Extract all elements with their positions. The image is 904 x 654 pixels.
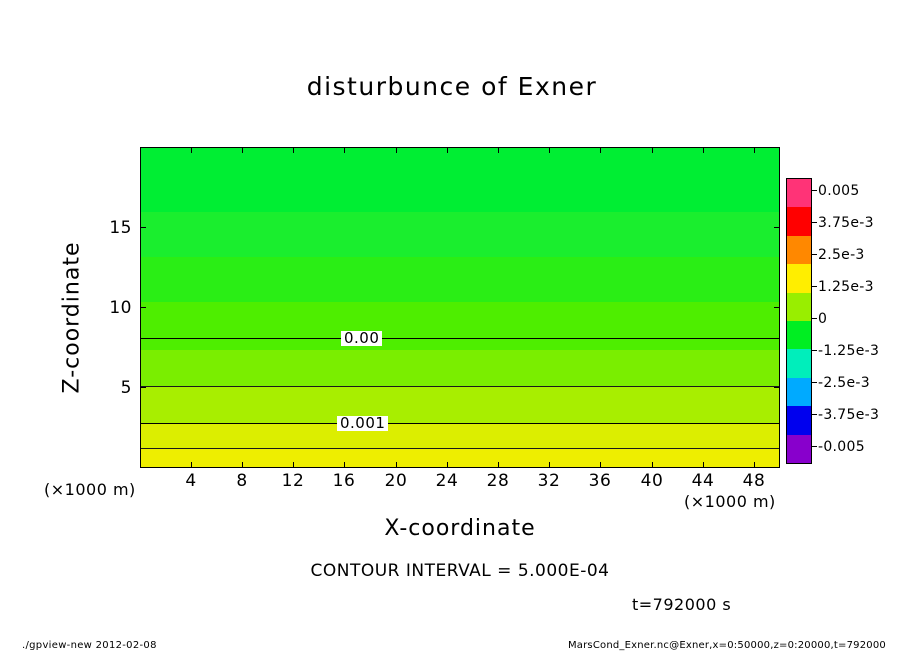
colorbar-tick bbox=[812, 382, 817, 383]
x-tick-mark bbox=[703, 147, 704, 153]
color-band bbox=[141, 350, 779, 387]
x-tick-label: 16 bbox=[332, 471, 356, 491]
colorbar-tick bbox=[812, 350, 817, 351]
y-tick-mark bbox=[140, 227, 146, 228]
x-tick-label: 48 bbox=[742, 471, 766, 491]
x-tick-label: 44 bbox=[691, 471, 715, 491]
contour-label-zero: 0.00 bbox=[341, 331, 382, 346]
contour-label-0001: 0.001 bbox=[337, 416, 388, 431]
y-tick-mark bbox=[774, 227, 780, 228]
x-tick-label: 12 bbox=[281, 471, 305, 491]
x-tick-mark bbox=[191, 147, 192, 153]
x-unit-right: (×1000 m) bbox=[684, 492, 776, 511]
x-tick-mark bbox=[396, 147, 397, 153]
x-tick-label: 20 bbox=[384, 471, 408, 491]
colorbar-label: 1.25e-3 bbox=[818, 279, 874, 295]
x-tick-label: 8 bbox=[236, 471, 248, 491]
x-tick-mark bbox=[344, 147, 345, 153]
contour-interval-note: CONTOUR INTERVAL = 5.000E-04 bbox=[310, 561, 610, 581]
x-tick-label: 28 bbox=[486, 471, 510, 491]
colorbar-label: 3.75e-3 bbox=[818, 215, 874, 231]
x-tick-mark bbox=[344, 462, 345, 468]
colorbar bbox=[786, 178, 812, 464]
x-tick-label: 32 bbox=[537, 471, 561, 491]
x-tick-mark bbox=[293, 147, 294, 153]
colorbar-tick bbox=[812, 222, 817, 223]
colorbar-cell bbox=[787, 264, 811, 292]
x-tick-mark bbox=[447, 147, 448, 153]
contour-line-thin-low bbox=[141, 448, 779, 449]
colorbar-label: -3.75e-3 bbox=[818, 407, 880, 423]
x-tick-mark bbox=[600, 462, 601, 468]
colorbar-tick bbox=[812, 446, 817, 447]
color-band bbox=[141, 449, 779, 467]
y-tick-label: 15 bbox=[109, 218, 132, 238]
x-tick-mark bbox=[498, 462, 499, 468]
x-tick-label: 4 bbox=[185, 471, 197, 491]
contour-line-0001 bbox=[141, 423, 779, 424]
y-tick-label: 5 bbox=[120, 378, 132, 398]
y-tick-mark bbox=[140, 307, 146, 308]
colorbar-tick bbox=[812, 286, 817, 287]
footer-right-text: MarsCond_Exner.nc@Exner,x=0:50000,z=0:20000,t=792000 bbox=[567, 640, 886, 651]
x-unit-left: (×1000 m) bbox=[44, 480, 136, 499]
y-tick-mark bbox=[140, 387, 146, 388]
y-axis-label: Z-coordinate bbox=[59, 241, 85, 394]
colorbar-cell bbox=[787, 378, 811, 406]
x-tick-mark bbox=[754, 147, 755, 153]
y-tick-mark bbox=[774, 307, 780, 308]
colorbar-label: -1.25e-3 bbox=[818, 343, 880, 359]
x-tick-mark bbox=[242, 147, 243, 153]
y-tick-label: 10 bbox=[109, 298, 132, 318]
color-band bbox=[141, 302, 779, 350]
footer-left-text: ./gpview-new 2012-02-08 bbox=[22, 640, 157, 651]
x-tick-mark bbox=[600, 147, 601, 153]
color-band bbox=[141, 212, 779, 257]
color-band bbox=[141, 147, 779, 212]
x-tick-label: 40 bbox=[640, 471, 664, 491]
colorbar-cell bbox=[787, 236, 811, 264]
colorbar-cell bbox=[787, 207, 811, 235]
colorbar-tick bbox=[812, 190, 817, 191]
colorbar-cell bbox=[787, 406, 811, 434]
x-tick-mark bbox=[242, 462, 243, 468]
colorbar-label: -2.5e-3 bbox=[818, 375, 870, 391]
colorbar-cell bbox=[787, 349, 811, 377]
colorbar-label: 2.5e-3 bbox=[818, 247, 865, 263]
color-band bbox=[141, 257, 779, 302]
colorbar-cell bbox=[787, 293, 811, 321]
x-tick-mark bbox=[396, 462, 397, 468]
x-tick-mark bbox=[703, 462, 704, 468]
x-tick-mark bbox=[498, 147, 499, 153]
x-tick-mark bbox=[447, 462, 448, 468]
x-tick-mark bbox=[549, 462, 550, 468]
contour-line-thin bbox=[141, 386, 779, 387]
chart-title: disturbunce of Exner bbox=[306, 72, 598, 101]
colorbar-cell bbox=[787, 179, 811, 207]
plot-area bbox=[140, 147, 780, 468]
contour-line-zero bbox=[141, 338, 779, 339]
x-tick-mark bbox=[652, 462, 653, 468]
colorbar-label: 0 bbox=[818, 311, 828, 327]
x-tick-mark bbox=[549, 147, 550, 153]
colorbar-tick bbox=[812, 254, 817, 255]
color-band bbox=[141, 424, 779, 450]
x-tick-label: 24 bbox=[435, 471, 459, 491]
x-axis-label: X-coordinate bbox=[384, 516, 536, 541]
colorbar-tick bbox=[812, 414, 817, 415]
x-tick-mark bbox=[293, 462, 294, 468]
colorbar-cell bbox=[787, 435, 811, 463]
x-tick-mark bbox=[191, 462, 192, 468]
colorbar-label: 0.005 bbox=[818, 183, 860, 199]
time-annotation: t=792000 s bbox=[632, 595, 732, 614]
colorbar-cell bbox=[787, 321, 811, 349]
x-tick-mark bbox=[754, 462, 755, 468]
y-tick-mark bbox=[774, 387, 780, 388]
color-band bbox=[141, 387, 779, 424]
colorbar-tick bbox=[812, 318, 817, 319]
colorbar-label: -0.005 bbox=[818, 439, 865, 455]
x-tick-label: 36 bbox=[588, 471, 612, 491]
x-tick-mark bbox=[652, 147, 653, 153]
